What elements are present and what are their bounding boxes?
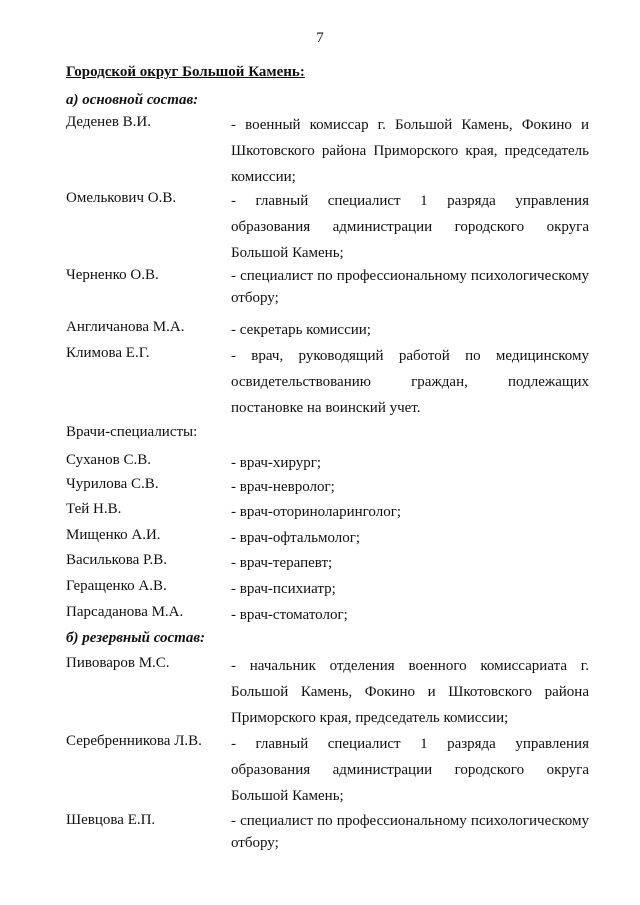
reserve-composition-title: б) резервный состав:	[66, 630, 206, 646]
doctor-specialty: - врач-невролог;	[231, 479, 335, 495]
member-role: - врач, руководящий работой по медицинскому освидетельствованию граждан, подлежащих постановке на воинский учет.	[231, 348, 589, 416]
doctor-name: Геращенко А.В.	[66, 578, 167, 594]
doctor-name: Тей Н.В.	[66, 501, 122, 517]
member-name: Шевцова Е.П.	[66, 812, 156, 828]
member-role: - главный специалист 1 разряда управления образования администрации городского округа Большой Камень;	[231, 193, 589, 261]
doctor-name: Василькова Р.В.	[66, 552, 167, 568]
member-name: Пивоваров М.С.	[66, 655, 170, 671]
doctor-specialty: - врач-хирург;	[231, 455, 322, 471]
doctor-name: Суханов С.В.	[66, 452, 151, 468]
member-name: Климова Е.Г.	[66, 345, 150, 361]
member-name: Черненко О.В.	[66, 267, 159, 283]
member-role: - военный комиссар г. Большой Камень, Фокино и Шкотовского района Приморского края, председатель комиссии;	[231, 117, 589, 185]
member-name: Англичанова М.А.	[66, 319, 185, 335]
member-name: Серебренникова Л.В.	[66, 733, 202, 749]
doctor-specialty: - врач-психиатр;	[231, 581, 336, 597]
doctor-specialty: - врач-стоматолог;	[231, 607, 348, 623]
member-role: - главный специалист 1 разряда управления образования администрации городского округа Большой Камень;	[231, 736, 589, 804]
doctor-specialty: - врач-терапевт;	[231, 555, 333, 571]
doctor-name: Чурилова С.В.	[66, 476, 159, 492]
doctors-label: Врачи-специалисты:	[66, 424, 198, 440]
member-role: - секретарь комиссии;	[231, 322, 371, 338]
member-name: Деденев В.И.	[66, 114, 152, 130]
doctor-name: Мищенко А.И.	[66, 527, 161, 543]
doctor-specialty: - врач-офтальмолог;	[231, 530, 361, 546]
member-name: Омелькович О.В.	[66, 190, 177, 206]
main-composition-title: а) основной состав:	[66, 92, 199, 108]
member-role: - специалист по профессиональному психологическому отбору;	[231, 268, 589, 306]
doctor-name: Парсаданова М.А.	[66, 604, 184, 620]
member-role: - специалист по профессиональному психологическому отбору;	[231, 813, 589, 851]
doctor-specialty: - врач-оториноларинголог;	[231, 504, 402, 520]
member-role: - начальник отделения военного комиссариата г. Большой Камень, Фокино и Шкотовского района Приморского края, председатель комиссии;	[231, 658, 589, 726]
page-number: 7	[316, 30, 324, 46]
section-heading: Городской округ Большой Камень:	[66, 64, 305, 80]
